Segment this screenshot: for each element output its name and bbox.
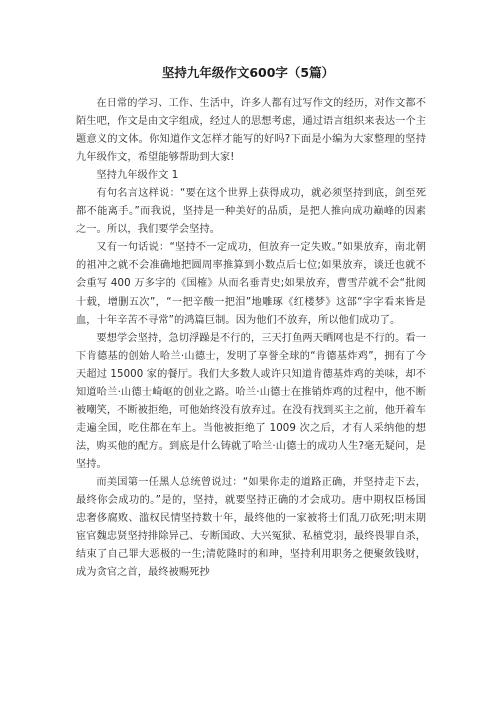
document-title: 坚持九年级作文600字（5篇） [161, 65, 335, 80]
body-paragraph: 要想学会坚持，急切浮躁是不行的，三天打鱼两天晒网也是不行的。看一下肯德基的创始人哈兰·山德士，发明了享誉全球的“肯德基炸鸡”，拥有了今天超过 15000 家的餐厅。我们大多数人或许只知道肯德基炸鸡的美味，却不知道哈兰·山德士崎岖的创业之路。哈兰·山德士在推销炸鸡的过程中，他不断被嘲笑，不断被拒绝，可他始终没有放弃过。在没有找到买主之前，他开着车走遍全国，吃住都在车上。当他被拒绝了 1009 次之后，才有人采纳他的想法，购买他的配方。到底是什么铸就了哈兰·山德士的成功人生?毫无疑问，是坚持。 [76, 332, 426, 470]
section-heading: 坚持九年级作文 1 [96, 170, 179, 182]
intro-paragraph: 在日常的学习、工作、生活中，许多人都有过写作文的经历，对作文都不陌生吧，作文是由文字组成，经过人的思想考虑，通过语言组织来表达一个主题意义的文体。你知道作文怎样才能写的好吗?下面是小编为大家整理的坚持九年级作文，希望能够帮助到大家! [76, 98, 426, 164]
document-body [76, 95, 426, 582]
body-paragraph: 而美国第一任黑人总统曾说过：“如果你走的道路正确，并坚持走下去，最终你会成功的。”是的，坚持，就要坚持正确的才会成功。唐中期权臣杨国忠奢侈腐败、滥权民情坚持数十年，最终他的一家被将士们乱刀砍死;明末期宦官魏忠贤坚持排除异己、专断国政、大兴冤狱、私植党羽，最终畏罪自杀，结束了自己罪大恶极的一生;清乾隆时的和珅，坚持利用职务之便聚敛钱财，成为贪官之首，最终被赐死抄 [76, 476, 426, 579]
body-paragraph: 又有一句话说：“坚持不一定成功，但放弃一定失败。”如果放弃，南北朝的祖冲之就不会准确地把圆周率推算到小数点后七位;如果放弃，谈迁也就不会重写 400 万多字的《国榷》从而名垂青史;如果放弃，曹雪芹就不会“批阅十载，增删五次”，“一把辛酸一把泪”地雕琢《红楼梦》这部“字字看来皆是血，十年辛苦不寻常”的鸿篇巨制。因为他们不放弃，所以他们成功了。 [76, 242, 426, 326]
body-paragraph: 有句名言这样说：“要在这个世界上获得成功，就必须坚持到底，剑至死都不能离手。”而我说，坚持是一种美好的品质，是把人推向成功巅峰的因素之一。所以，我们要学会坚持。 [76, 188, 426, 236]
